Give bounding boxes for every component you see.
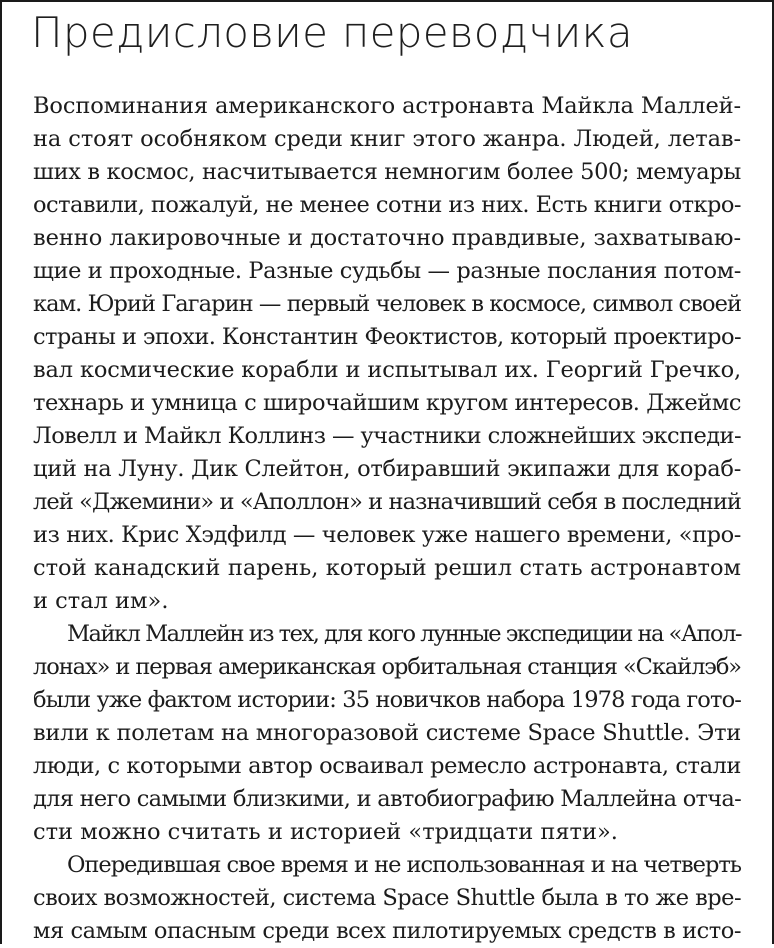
text-line: Ловелл и Майкл Коллинз — участники сложнейших экспеди- xyxy=(33,423,741,449)
text-line: на стоят особняком среди книг этого жанра. Людей, летав- xyxy=(33,126,741,152)
body-text xyxy=(33,90,741,948)
text-line: вал космические корабли и испытывал их. Георгий Гречко, xyxy=(33,357,741,383)
page-title: Предисловие переводчика xyxy=(31,8,633,57)
text-line: лей «Джемини» и «Аполлон» и назначивший себя в последний xyxy=(33,489,742,515)
text-line: страны и эпохи. Константин Феоктистов, который проектиро- xyxy=(33,324,741,350)
text-line: вили к полетам на многоразовой системе Space Shuttle. Эти xyxy=(33,720,742,746)
text-line: Воспоминания американского астронавта Майкла Маллей- xyxy=(33,93,742,119)
text-line: и стал им». xyxy=(33,588,169,614)
text-line: щие и проходные. Разные судьбы — разные послания потом- xyxy=(33,258,741,284)
text-line: для него самыми близкими, и автобиографию Маллейна отча- xyxy=(33,786,741,812)
page xyxy=(33,2,741,948)
text-line: люди, с которыми автор осваивал ремесло астронавта, стали xyxy=(33,753,741,779)
text-line: были уже фактом истории: 35 новичков набора 1978 года гото- xyxy=(33,687,741,713)
text-line: технарь и умница с широчайшим кругом интересов. Джеймс xyxy=(33,390,741,416)
text-line: ших в космос, насчитывается немногим более 500; мемуары xyxy=(33,159,741,185)
text-line: кам. Юрий Гагарин — первый человек в космосе, символ своей xyxy=(33,291,742,317)
text-line: лонах» и первая американская орбитальная станция «Скайлэб» xyxy=(33,654,741,680)
paragraph xyxy=(33,849,741,948)
text-line: мя самым опасным среди всех пилотируемых средств в исто- xyxy=(33,918,742,944)
text-line: ций на Луну. Дик Слейтон, отбиравший экипажи для кораб- xyxy=(33,456,742,482)
text-line: своих возможностей, система Space Shuttle была в то же вре- xyxy=(33,885,742,911)
text-line: Майкл Маллейн из тех, для кого лунные экспедиции на «Апол- xyxy=(67,621,742,647)
paragraph xyxy=(33,618,741,849)
text-line: стой канадский парень, который решил стать астронавтом xyxy=(33,555,741,581)
text-line: оставили, пожалуй, не менее сотни из них. Есть книги откро- xyxy=(33,192,741,218)
text-line: Опередившая свое время и не использованная и на четверть xyxy=(67,852,742,878)
text-line: венно лакировочные и достаточно правдивые, захватываю- xyxy=(33,225,742,251)
text-line: сти можно считать и историей «тридцати пяти». xyxy=(33,819,618,845)
text-line: из них. Крис Хэдфилд — человек уже нашего времени, «про- xyxy=(33,522,742,548)
paragraph xyxy=(33,90,741,618)
